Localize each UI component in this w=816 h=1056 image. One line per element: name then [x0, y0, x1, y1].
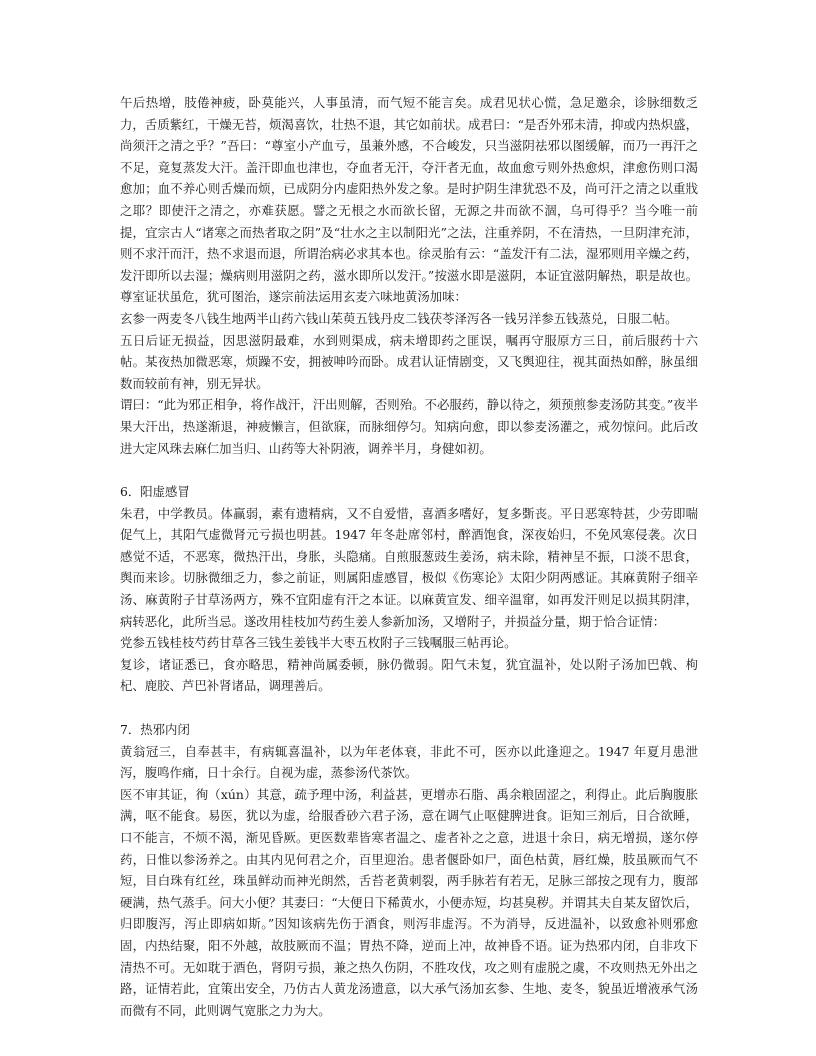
paragraph: 五日后证无损益，因思滋阴最难，水到则渠成，病未增即药之匪误，嘱再守服原方三日，前后服药十六帖。某夜热加微恶寒，烦躁不安，拥被呻吟而卧。成君认证情剧变，又飞舆迎往，视其面热如醉，脉虽细数而较前有神，别无异状。 [120, 332, 698, 391]
section-heading: 6．阳虚感冒 [120, 484, 190, 500]
case-continuation [120, 92, 698, 459]
paragraph: 黄翁冠三，自奉甚丰，有病辄喜温补，以为年老体衰，非此不可，医亦以此逢迎之。1947 年夏月患泄泻，腹鸣作痛，日十余行。自视为虚，蒸参汤代茶饮。 [120, 743, 698, 781]
paragraph: 午后热增，肢倦神疲，卧莫能兴，人事虽清，而气短不能言矣。成君见状心慌，急足邀余，诊脉细数乏力，舌质紫红，干燥无苔，烦渴喜饮，壮热不退，其它如前状。成君曰：“是否外邪未清，抑或内热炽盛，尚须汗之清之乎？”吾曰：“尊室小产血亏，虽兼外感，不合峻发，只当滋阴祛邪以图缓解，而乃一再汗之不足，竟复蒸发大汗。盖汗即血也津也，夺血者无汗，夺汗者无血，故血愈亏则外热愈炽，津愈伤则口渴愈加；血不养心则舌燥而烦，已成阴分内虚阳热外发之象。是时护阴生津犹恐不及，尚可汗之清之以重戕之耶？即使汗之清之，亦难获愿。譬之无根之水而欲长留，无源之井而欲不涸，乌可得乎？当今唯一前提，宜宗古人“诸寒之而热者取之阴”及“壮水之主以制阳光”之法，注重养阴，不在清热，一旦阴津充沛，则不求汗而汗，热不求退而退，所谓治病必求其本也。徐灵胎有云：“盖发汗有二法，湿邪则用辛燥之药，发汗即所以去湿；燥病则用滋阴之药，滋水即所以发汗。”按滋水即是滋阴，本证宜滋阴解热，职是故也。尊室证状虽危，犹可图治，遂宗前法运用玄麦六味地黄汤加味： [120, 95, 698, 305]
case-heat-evil-internal-block [120, 719, 698, 1021]
section-heading: 7．热邪内闭 [120, 722, 190, 738]
case-yang-deficiency-cold [120, 481, 698, 697]
paragraph: 复诊，诸证悉已，食亦略思，精神尚属委顿，脉仍微弱。阳气未复，犹宜温补，处以附子汤加巴戟、枸杞、鹿胶、芦巴补肾诸品，调理善后。 [120, 656, 698, 694]
paragraph: 谓曰：“此为邪正相争，将作战汗，汗出则解，否则殆。不必服药，静以待之，须预煎参麦汤防其变。”夜半果大汗出，热遂渐退，神疲懒言，但欲寐，而脉细停匀。知病向愈，即以参麦汤灌之，戒勿惊问。此后改进大定风珠去麻仁加当归、山药等大补阴液，调养半月，身健如初。 [120, 397, 698, 456]
prescription: 党参五钱桂枝芍药甘草各三钱生姜钱半大枣五枚附子三钱嘱服三帖再论。 [120, 635, 517, 651]
prescription: 玄参一两麦冬八钱生地两半山药六钱山茱萸五钱丹皮二钱茯苓泽泻各一钱另洋参五钱蒸兑，日服二帖。 [120, 310, 678, 326]
paragraph: 医不审其证，徇（xún）其意，疏予理中汤，利益甚，更增赤石脂、禹余粮固涩之，利得止。此后胸腹胀满，呕不能食。易医，犹以为虚，给服香砂六君子汤，意在调气止呕健脾进食。讵知三剂后，日合欲睡，口不能言，不烦不渴，渐见昏厥。更医数辈皆寒者温之、虚者补之之意，进退十余日，病无增损，遂尔停药，日惟以参汤养之。由其内见何君之介，百里迎治。患者偃卧如尸，面色枯黄，唇红燥，肢虽厥而气不短，目白珠有红丝，珠虽鲜动而神光朗然，舌苔老黄刺裂，两手脉若有若无，足脉三部按之现有力，腹部硬满，热气蒸手。问大小便？其妻曰：“大便日下稀黄水，小便赤短，均甚臭秽。并谓其夫自某友留饮后，归即腹泻，泻止即病如斯。”因知该病先伤于酒食，则泻非虚泻。不为消导，反进温补，以致愈补则邪愈固，内热结聚，阳不外越，故肢厥而不温；胃热不降，逆而上冲，故神昏不语。证为热邪内闭，自非攻下清热不可。无如耽于酒色，肾阴亏损，兼之热久伤阴，不胜攻伐，攻之则有虚脱之虞，不攻则热无外出之路，证情若此，宜策出安全，乃仿古人黄龙汤遗意，以大承气汤加玄参、生地、麦冬，貌虽近增液承气汤而微有不同，此则调气宽胀之力为大。 [120, 786, 698, 1018]
paragraph: 朱君，中学教员。体赢弱，素有遗精病，又不自爱惜，喜酒多嗜好，复多斲丧。平日恶寒特甚，少劳即喘促气上，其阳气虚微肾元亏损也明甚。1947 年冬赴席邻村，醉酒饱食，深夜始归，不免风寒侵袭。次日感觉不适，不恶寒，微热汗出，身胀，头隐痛。自煎服葱豉生姜汤，病未除，精神呈不振，口淡不思食，舆而来诊。切脉微细乏力，参之前证，则属阳虚感冒，极似《伤寒论》太阳少阴两感证。其麻黄附子细辛汤、麻黄附子甘草汤两方，殊不宜阳虚有汗之本证。以麻黄宣发、细辛温窜，如再发汗则足以损其阴津，病转恶化，此所当忌。遂改用桂枝加芍药生姜人参新加汤，又增附子，并损益分量，期于恰合证情： [120, 505, 698, 629]
document-page [120, 92, 698, 1021]
